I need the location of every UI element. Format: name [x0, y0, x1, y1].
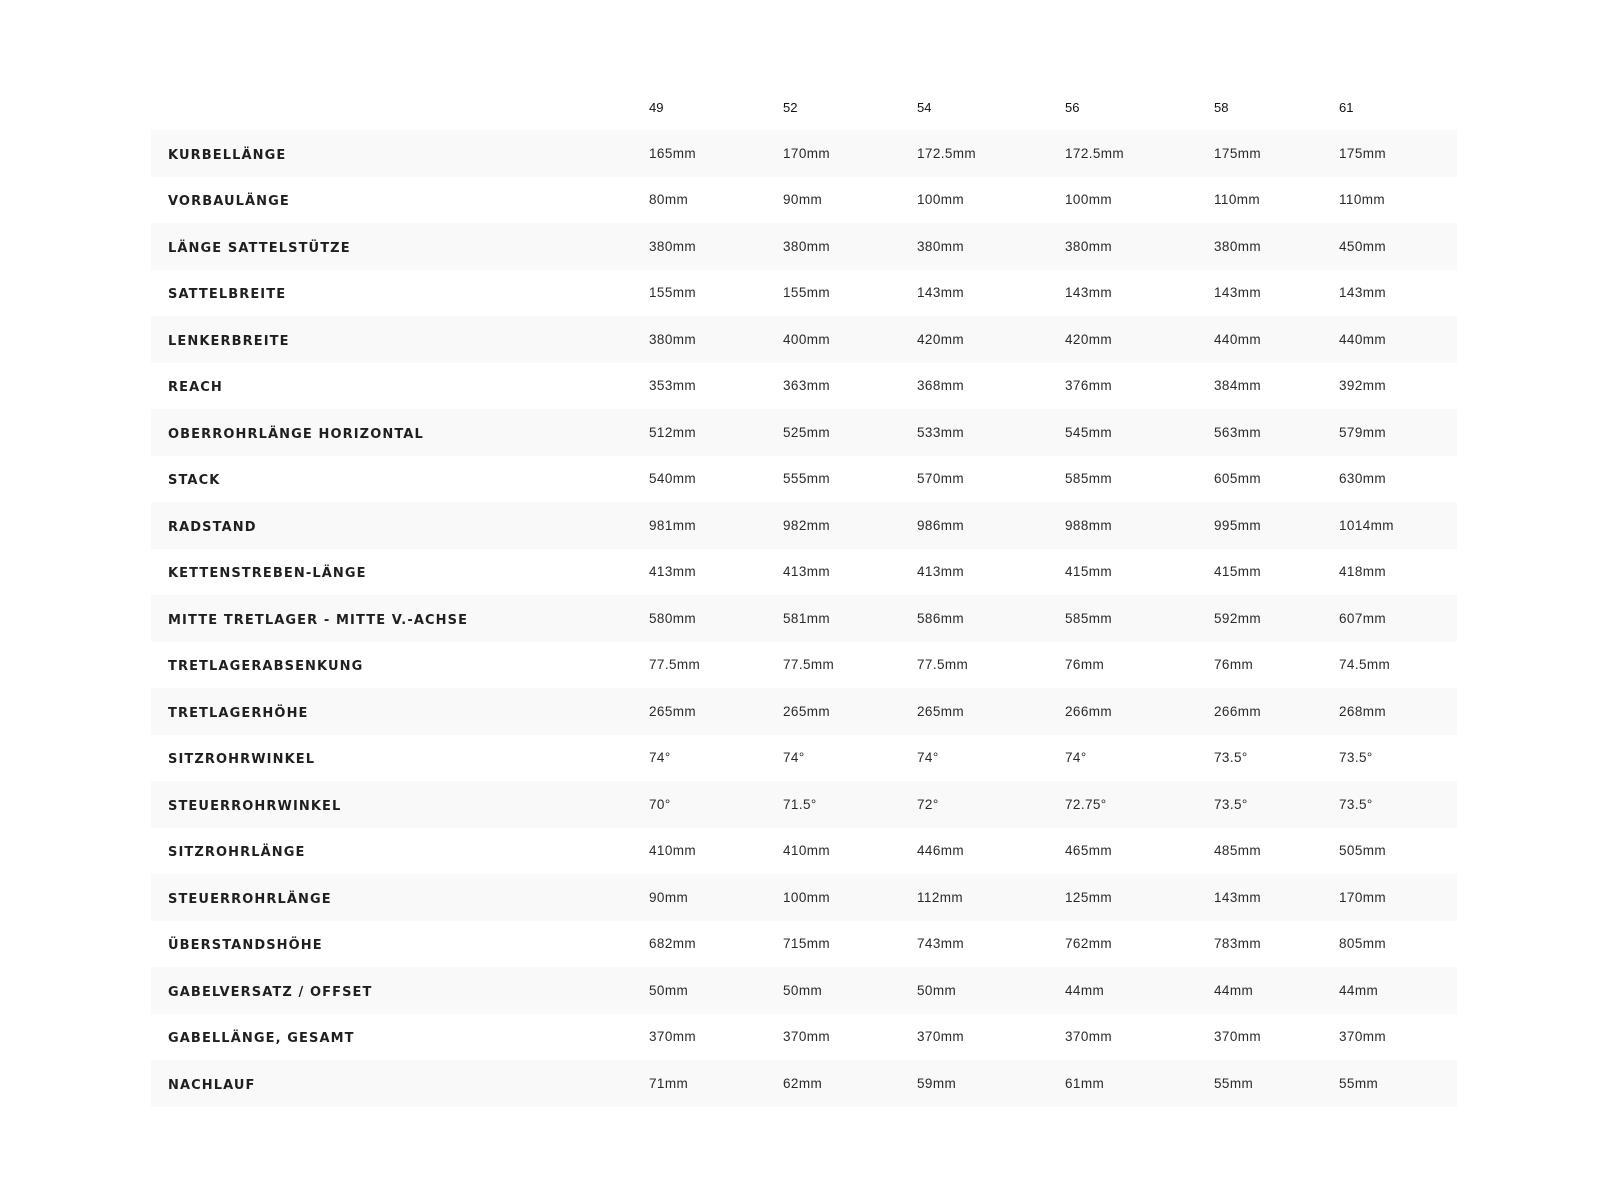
table-row: [151, 967, 1457, 1014]
value-cell: 143mm: [917, 285, 965, 301]
value-cell: 80mm: [649, 192, 689, 208]
value-cell: 579mm: [1339, 424, 1387, 440]
value-cell: 384mm: [1214, 378, 1262, 394]
value-cell: 90mm: [649, 889, 689, 905]
value-cell: 410mm: [649, 843, 697, 859]
row-label: OBERROHRLÄNGE HORIZONTAL: [168, 426, 424, 442]
table-row: [151, 130, 1457, 177]
value-cell: 77.5mm: [783, 657, 835, 673]
row-label: STEUERROHRWINKEL: [168, 798, 342, 814]
value-cell: 110mm: [1339, 192, 1386, 208]
value-cell: 175mm: [1339, 145, 1387, 161]
table-row: [151, 735, 1457, 782]
value-cell: 743mm: [917, 936, 965, 952]
table-row: [151, 270, 1457, 317]
value-cell: 61mm: [1065, 1075, 1105, 1091]
value-cell: 74°: [783, 750, 805, 766]
value-cell: 607mm: [1339, 610, 1387, 626]
row-label: STEUERROHRLÄNGE: [168, 891, 332, 907]
value-cell: 44mm: [1339, 982, 1379, 998]
value-cell: 805mm: [1339, 936, 1387, 952]
value-cell: 70°: [649, 796, 671, 812]
row-label: GABELLÄNGE, GESAMT: [168, 1031, 355, 1047]
value-cell: 585mm: [1065, 471, 1113, 487]
table-row: [151, 177, 1457, 224]
size-header-54: 54: [917, 99, 932, 115]
table-row: [151, 688, 1457, 735]
value-cell: 74°: [649, 750, 671, 766]
value-cell: 605mm: [1214, 471, 1262, 487]
size-header-52: 52: [783, 99, 798, 115]
value-cell: 370mm: [1339, 1029, 1387, 1045]
table-row: [151, 828, 1457, 875]
row-label: VORBAULÄNGE: [168, 194, 290, 210]
value-cell: 380mm: [783, 238, 831, 254]
table-row: [151, 502, 1457, 549]
value-cell: 268mm: [1339, 703, 1387, 719]
value-cell: 50mm: [917, 982, 957, 998]
value-cell: 525mm: [783, 424, 831, 440]
value-cell: 1014mm: [1339, 517, 1394, 533]
value-cell: 90mm: [783, 192, 823, 208]
value-cell: 995mm: [1214, 517, 1262, 533]
value-cell: 265mm: [917, 703, 965, 719]
geometry-table: [151, 84, 1457, 1107]
value-cell: 380mm: [1214, 238, 1262, 254]
value-cell: 485mm: [1214, 843, 1262, 859]
size-header-61: 61: [1339, 99, 1354, 115]
value-cell: 73.5°: [1214, 796, 1248, 812]
value-cell: 370mm: [917, 1029, 965, 1045]
value-cell: 413mm: [917, 564, 965, 580]
value-cell: 988mm: [1065, 517, 1113, 533]
table-row: [151, 781, 1457, 828]
value-cell: 376mm: [1065, 378, 1113, 394]
value-cell: 59mm: [917, 1075, 957, 1091]
value-cell: 165mm: [649, 145, 697, 161]
size-header-58: 58: [1214, 99, 1229, 115]
value-cell: 170mm: [1339, 889, 1387, 905]
row-label: LÄNGE SATTELSTÜTZE: [168, 240, 351, 256]
value-cell: 353mm: [649, 378, 697, 394]
value-cell: 73.5°: [1339, 750, 1373, 766]
value-cell: 71.5°: [783, 796, 817, 812]
value-cell: 76mm: [1214, 657, 1254, 673]
size-header-49: 49: [649, 99, 664, 115]
row-label: SITZROHRLÄNGE: [168, 845, 306, 861]
value-cell: 413mm: [649, 564, 697, 580]
table-row: [151, 456, 1457, 503]
row-label: MITTE TRETLAGER - MITTE V.-ACHSE: [168, 612, 469, 628]
row-label: GABELVERSATZ / OFFSET: [168, 984, 373, 1000]
value-cell: 266mm: [1065, 703, 1113, 719]
value-cell: 265mm: [649, 703, 697, 719]
value-cell: 73.5°: [1214, 750, 1248, 766]
value-cell: 363mm: [783, 378, 831, 394]
value-cell: 420mm: [1065, 331, 1113, 347]
value-cell: 418mm: [1339, 564, 1387, 580]
table-row: [151, 1014, 1457, 1061]
value-cell: 100mm: [783, 889, 831, 905]
value-cell: 112mm: [917, 889, 964, 905]
value-cell: 143mm: [1065, 285, 1113, 301]
row-label: LENKERBREITE: [168, 333, 290, 349]
value-cell: 72.75°: [1065, 796, 1107, 812]
header-label-spacer: [151, 105, 649, 109]
value-cell: 77.5mm: [649, 657, 701, 673]
table-row: [151, 921, 1457, 968]
value-cell: 380mm: [649, 238, 697, 254]
value-cell: 143mm: [1339, 285, 1387, 301]
value-cell: 585mm: [1065, 610, 1113, 626]
value-cell: 533mm: [917, 424, 965, 440]
value-cell: 74°: [917, 750, 939, 766]
value-cell: 55mm: [1214, 1075, 1254, 1091]
row-label: SATTELBREITE: [168, 287, 287, 303]
value-cell: 592mm: [1214, 610, 1262, 626]
size-header-56: 56: [1065, 99, 1080, 115]
value-cell: 380mm: [649, 331, 697, 347]
value-cell: 783mm: [1214, 936, 1262, 952]
value-cell: 110mm: [1214, 192, 1261, 208]
value-cell: 982mm: [783, 517, 831, 533]
value-cell: 71mm: [649, 1075, 689, 1091]
table-row: [151, 409, 1457, 456]
row-label: TRETLAGERABSENKUNG: [168, 659, 364, 675]
value-cell: 74.5mm: [1339, 657, 1391, 673]
value-cell: 44mm: [1065, 982, 1105, 998]
table-row: [151, 874, 1457, 921]
value-cell: 266mm: [1214, 703, 1262, 719]
value-cell: 981mm: [649, 517, 697, 533]
value-cell: 400mm: [783, 331, 831, 347]
value-cell: 62mm: [783, 1075, 823, 1091]
value-cell: 563mm: [1214, 424, 1262, 440]
value-cell: 446mm: [917, 843, 965, 859]
table-row: [151, 549, 1457, 596]
row-label: TRETLAGERHÖHE: [168, 705, 309, 721]
row-label: KETTENSTREBEN-LÄNGE: [168, 566, 367, 582]
value-cell: 392mm: [1339, 378, 1387, 394]
value-cell: 143mm: [1214, 285, 1262, 301]
value-cell: 581mm: [783, 610, 831, 626]
value-cell: 380mm: [1065, 238, 1113, 254]
row-label: NACHLAUF: [168, 1077, 256, 1093]
value-cell: 512mm: [649, 424, 697, 440]
row-label: RADSTAND: [168, 519, 257, 535]
value-cell: 76mm: [1065, 657, 1105, 673]
value-cell: 415mm: [1214, 564, 1262, 580]
table-row: [151, 316, 1457, 363]
table-row: [151, 363, 1457, 410]
value-cell: 410mm: [783, 843, 831, 859]
value-cell: 380mm: [917, 238, 965, 254]
size-header-row: [151, 84, 1457, 130]
value-cell: 630mm: [1339, 471, 1387, 487]
row-label: KURBELLÄNGE: [168, 147, 287, 163]
table-row: [151, 1060, 1457, 1107]
value-cell: 586mm: [917, 610, 965, 626]
value-cell: 440mm: [1339, 331, 1387, 347]
value-cell: 580mm: [649, 610, 697, 626]
row-label: SITZROHRWINKEL: [168, 752, 316, 768]
table-row: [151, 223, 1457, 270]
value-cell: 265mm: [783, 703, 831, 719]
row-label: STACK: [168, 473, 221, 489]
value-cell: 440mm: [1214, 331, 1262, 347]
value-cell: 74°: [1065, 750, 1087, 766]
value-cell: 762mm: [1065, 936, 1113, 952]
value-cell: 175mm: [1214, 145, 1262, 161]
value-cell: 545mm: [1065, 424, 1113, 440]
value-cell: 540mm: [649, 471, 697, 487]
value-cell: 465mm: [1065, 843, 1113, 859]
value-cell: 370mm: [783, 1029, 831, 1045]
value-cell: 72°: [917, 796, 939, 812]
value-cell: 44mm: [1214, 982, 1254, 998]
value-cell: 172.5mm: [1065, 145, 1125, 161]
value-cell: 555mm: [783, 471, 831, 487]
value-cell: 505mm: [1339, 843, 1387, 859]
value-cell: 570mm: [917, 471, 965, 487]
value-cell: 413mm: [783, 564, 831, 580]
value-cell: 715mm: [783, 936, 831, 952]
value-cell: 368mm: [917, 378, 965, 394]
value-cell: 415mm: [1065, 564, 1113, 580]
value-cell: 172.5mm: [917, 145, 977, 161]
value-cell: 170mm: [783, 145, 831, 161]
value-cell: 155mm: [783, 285, 831, 301]
value-cell: 100mm: [917, 192, 965, 208]
value-cell: 100mm: [1065, 192, 1113, 208]
row-label: ÜBERSTANDSHÖHE: [168, 938, 323, 954]
value-cell: 370mm: [1065, 1029, 1113, 1045]
value-cell: 50mm: [783, 982, 823, 998]
value-cell: 370mm: [1214, 1029, 1262, 1045]
row-label: REACH: [168, 380, 223, 396]
value-cell: 450mm: [1339, 238, 1387, 254]
value-cell: 682mm: [649, 936, 697, 952]
table-row: [151, 642, 1457, 689]
value-cell: 125mm: [1065, 889, 1113, 905]
value-cell: 155mm: [649, 285, 697, 301]
value-cell: 77.5mm: [917, 657, 969, 673]
value-cell: 73.5°: [1339, 796, 1373, 812]
value-cell: 986mm: [917, 517, 965, 533]
value-cell: 143mm: [1214, 889, 1262, 905]
value-cell: 50mm: [649, 982, 689, 998]
value-cell: 55mm: [1339, 1075, 1379, 1091]
value-cell: 420mm: [917, 331, 965, 347]
value-cell: 370mm: [649, 1029, 697, 1045]
table-row: [151, 595, 1457, 642]
table-body: [151, 130, 1457, 1107]
